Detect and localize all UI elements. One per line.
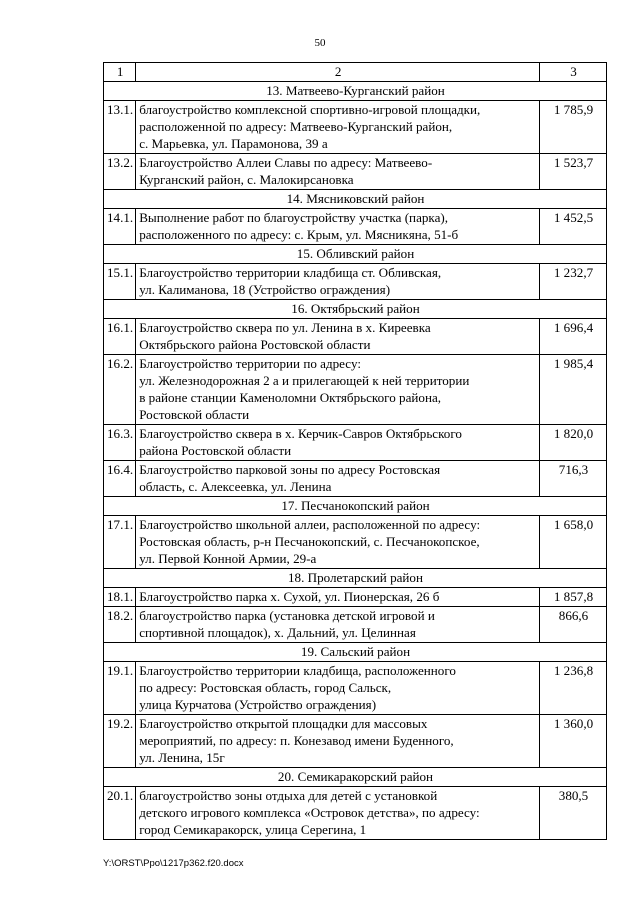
item-amount: 1 785,9 <box>540 101 607 154</box>
column-header-2: 2 <box>136 63 540 82</box>
item-number: 19.2. <box>104 715 136 768</box>
section-header-row <box>104 300 607 319</box>
item-amount: 1 985,4 <box>540 355 607 425</box>
column-header-3: 3 <box>540 63 607 82</box>
description-line: Ростовской области <box>139 407 250 422</box>
item-description <box>136 264 540 300</box>
description-line: город Семикаракорск, улица Серегина, 1 <box>139 822 367 837</box>
table-row <box>104 516 607 569</box>
table-row <box>104 154 607 190</box>
table-row <box>104 461 607 497</box>
description-line: спортивной площадок), х. Дальний, ул. Целинная <box>139 625 416 640</box>
item-amount: 1 452,5 <box>540 209 607 245</box>
description-line: расположенного по адресу: с. Крым, ул. Мясникяна, 51-б <box>139 227 459 242</box>
description-line: область, с. Алексеевка, ул. Ленина <box>139 479 332 494</box>
item-number: 16.4. <box>104 461 136 497</box>
table-row <box>104 715 607 768</box>
section-header-row <box>104 643 607 662</box>
item-description <box>136 425 540 461</box>
file-path-footer: Y:\ORST\Ppo\1217p362.f20.docx <box>103 858 244 869</box>
table-row <box>104 264 607 300</box>
section-title: 14. Мясниковский район <box>104 190 607 209</box>
table-row <box>104 588 607 607</box>
section-title: 15. Обливский район <box>104 245 607 264</box>
section-title: 13. Матвеево-Курганский район <box>104 82 607 101</box>
item-description <box>136 461 540 497</box>
description-line: ул. Калиманова, 18 (Устройство ограждения) <box>139 282 391 297</box>
description-line: Благоустройство Аллеи Славы по адресу: Матвеево- <box>139 155 433 170</box>
item-amount: 380,5 <box>540 787 607 840</box>
description-line: Выполнение работ по благоустройству участка (парка), <box>139 210 449 225</box>
description-line: Благоустройство открытой площадки для массовых <box>139 716 428 731</box>
section-title: 20. Семикаракорский район <box>104 768 607 787</box>
table-row <box>104 355 607 425</box>
item-amount: 1 696,4 <box>540 319 607 355</box>
item-amount: 1 658,0 <box>540 516 607 569</box>
item-number: 19.1. <box>104 662 136 715</box>
section-header-row <box>104 245 607 264</box>
item-number: 13.2. <box>104 154 136 190</box>
item-number: 17.1. <box>104 516 136 569</box>
description-line: по адресу: Ростовская область, город Сальск, <box>139 680 392 695</box>
item-number: 16.3. <box>104 425 136 461</box>
section-header-row <box>104 190 607 209</box>
item-number: 14.1. <box>104 209 136 245</box>
item-amount: 716,3 <box>540 461 607 497</box>
item-description <box>136 607 540 643</box>
description-line: Курганский район, с. Малокирсановка <box>139 172 354 187</box>
item-description <box>136 154 540 190</box>
description-line: Благоустройство сквера по ул. Ленина в х. Киреевка <box>139 320 431 335</box>
column-header-1: 1 <box>104 63 136 82</box>
description-line: Благоустройство парковой зоны по адресу Ростовская <box>139 462 441 477</box>
page-number: 50 <box>314 37 326 49</box>
description-line: Благоустройство территории по адресу: <box>139 356 361 371</box>
table-row <box>104 662 607 715</box>
table-row <box>104 209 607 245</box>
item-number: 15.1. <box>104 264 136 300</box>
item-number: 13.1. <box>104 101 136 154</box>
item-amount: 1 857,8 <box>540 588 607 607</box>
item-amount: 1 360,0 <box>540 715 607 768</box>
description-line: ул. Железнодорожная 2 а и прилегающей к ней территории <box>139 373 470 388</box>
item-description <box>136 715 540 768</box>
description-line: благоустройство комплексной спортивно-игровой площадки, <box>139 102 481 117</box>
item-description <box>136 588 540 607</box>
description-line: Благоустройство сквера в х. Керчик-Савров Октябрьского <box>139 426 462 441</box>
table-row <box>104 425 607 461</box>
description-line: детского игрового комплекса «Островок детства», по адресу: <box>139 805 480 820</box>
item-amount: 1 236,8 <box>540 662 607 715</box>
section-title: 16. Октябрьский район <box>104 300 607 319</box>
table-row <box>104 319 607 355</box>
item-number: 16.2. <box>104 355 136 425</box>
section-header-row <box>104 768 607 787</box>
description-line: благоустройство зоны отдыха для детей с установкой <box>139 788 438 803</box>
description-line: ул. Ленина, 15г <box>139 750 225 765</box>
item-amount: 1 523,7 <box>540 154 607 190</box>
item-amount: 1 820,0 <box>540 425 607 461</box>
item-amount: 1 232,7 <box>540 264 607 300</box>
description-line: улица Курчатова (Устройство ограждения) <box>139 697 377 712</box>
table-row <box>104 607 607 643</box>
item-number: 18.1. <box>104 588 136 607</box>
section-header-row <box>104 82 607 101</box>
description-line: Благоустройство парка х. Сухой, ул. Пионерская, 26 б <box>139 589 440 604</box>
description-line: Октябрьского района Ростовской области <box>139 337 371 352</box>
description-line: Благоустройство территории кладбища, расположенного <box>139 663 456 678</box>
section-header-row <box>104 497 607 516</box>
description-line: района Ростовской области <box>139 443 292 458</box>
district-projects-table <box>103 62 607 840</box>
description-line: в районе станции Каменоломни Октябрьского района, <box>139 390 442 405</box>
description-line: расположенной по адресу: Матвеево-Курганский район, <box>139 119 453 134</box>
item-amount: 866,6 <box>540 607 607 643</box>
section-title: 19. Сальский район <box>104 643 607 662</box>
table-row <box>104 787 607 840</box>
description-line: Благоустройство территории кладбища ст. Обливская, <box>139 265 442 280</box>
item-description <box>136 319 540 355</box>
description-line: благоустройство парка (установка детской игровой и <box>139 608 435 623</box>
item-description <box>136 516 540 569</box>
section-header-row <box>104 569 607 588</box>
item-description <box>136 101 540 154</box>
item-description <box>136 209 540 245</box>
description-line: Ростовская область, р-н Песчанокопский, с. Песчанокопское, <box>139 534 480 549</box>
description-line: Благоустройство школьной аллеи, расположенной по адресу: <box>139 517 481 532</box>
item-number: 16.1. <box>104 319 136 355</box>
item-description <box>136 787 540 840</box>
column-header-row <box>104 63 607 82</box>
description-line: ул. Первой Конной Армии, 29-а <box>139 551 317 566</box>
description-line: мероприятий, по адресу: п. Конезавод имени Буденного, <box>139 733 454 748</box>
section-title: 17. Песчанокопский район <box>104 497 607 516</box>
item-description <box>136 355 540 425</box>
table-row <box>104 101 607 154</box>
section-title: 18. Пролетарский район <box>104 569 607 588</box>
item-description <box>136 662 540 715</box>
item-number: 20.1. <box>104 787 136 840</box>
item-number: 18.2. <box>104 607 136 643</box>
description-line: с. Марьевка, ул. Парамонова, 39 а <box>139 136 328 151</box>
